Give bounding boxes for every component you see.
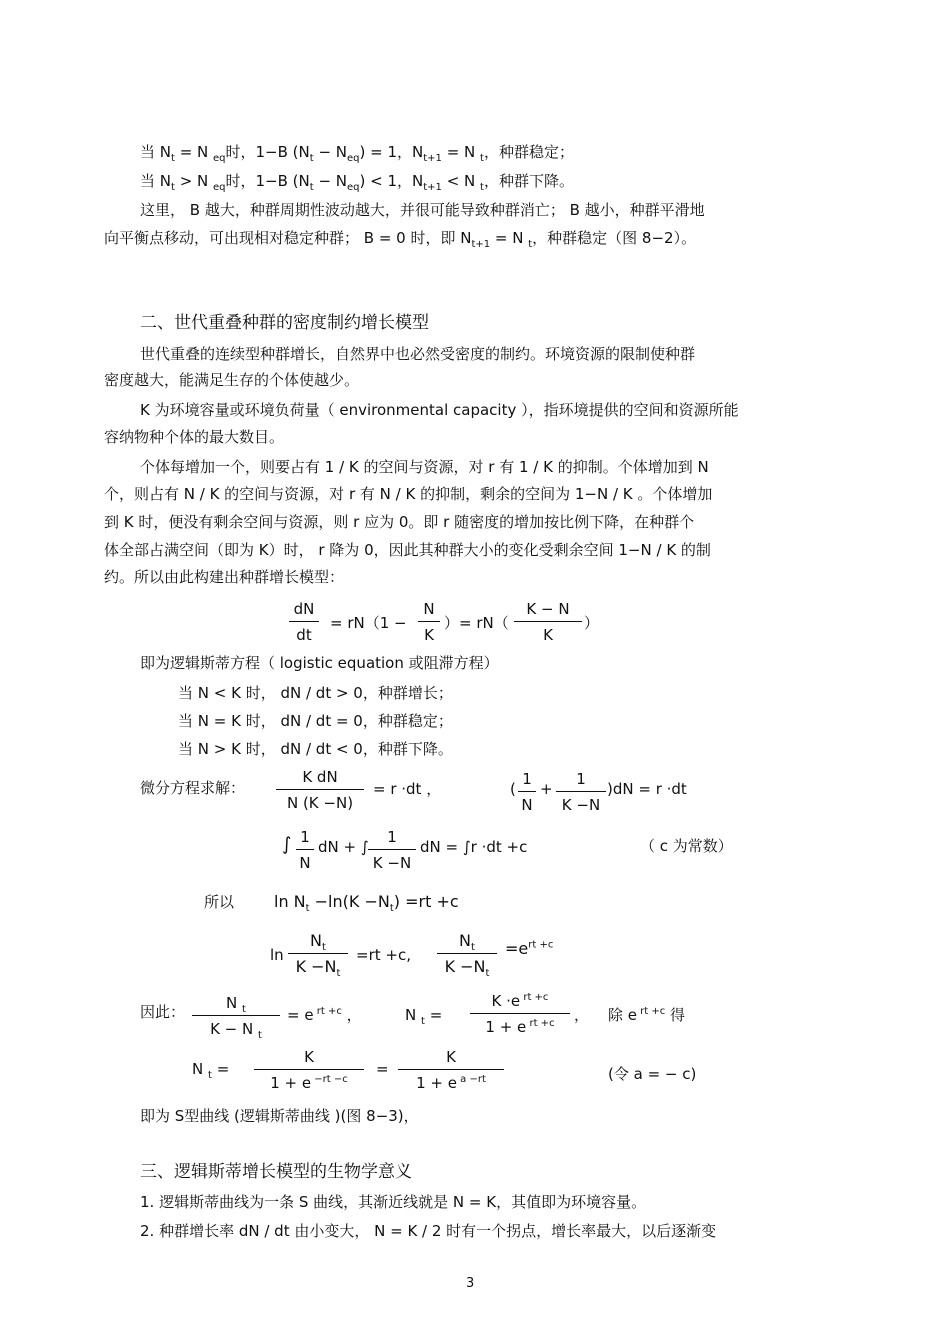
frac-nt-k-minus-nt: $\frac{N_t}{K -N_t}$: [288, 932, 348, 976]
case-growth: 当 N < K 时， dN / dt > 0，种群增长；: [178, 684, 453, 702]
frac-1-n: $\frac{1}{N}$: [518, 770, 536, 814]
paragraph-individual: 个体每增加一个，则要占有 1 / K 的空间与资源，对 r 有 1 / K 的抑制。个体增加到 N: [140, 458, 709, 476]
frac-1-k-minus-n: $\frac{1}{K -N}$: [368, 828, 416, 872]
paragraph-individual-4: 体全部占满空间（即为 K）时， r 降为 0，因此其种群大小的变化受剩余空间 1−N / K 的制: [104, 541, 711, 559]
eq-part: N $_t$ =: [192, 1060, 230, 1081]
paragraph-capacity: K 为环境容量或环境负荷量（ environmental capacity ），指环境提供的空间和资源所能: [140, 401, 739, 419]
eq-part: = r ·dt ，: [373, 780, 442, 798]
eq-part: =: [376, 1060, 389, 1078]
logistic-equation-name: 即为逻辑斯蒂方程（ logistic equation 或阻滞方程）: [140, 654, 499, 672]
eq-part: ）= rN（: [444, 614, 509, 632]
paragraph-b-effect-cont: 向平衡点移动，可出现相对稳定种群； B = 0 时，即 $N_{t+1} = N$ $_t$，种群稳定（图 8−2）。: [104, 229, 697, 250]
case-decline: 当 N > K 时， dN / dt < 0，种群下降。: [178, 740, 453, 758]
eq-part: ，: [574, 1006, 590, 1024]
paragraph-b-effect: 这里， B 越大，种群周期性波动越大，并很可能导致种群消亡； B 越小，种群平滑地: [140, 201, 705, 219]
eq-part: $=e^{rt +c}$: [505, 939, 554, 958]
eq-part: )dN = r ·dt: [607, 780, 687, 798]
frac-k-over-1-e-a: $\frac{K}{1 + e ^{a -rt}}$: [398, 1048, 504, 1092]
eq-part: +: [540, 780, 553, 798]
eq-part: =rt +c,: [356, 946, 411, 964]
s-curve-line: 即为 S型曲线 (逻辑斯蒂曲线 )(图 8−3)，: [140, 1107, 419, 1125]
section-heading-2: 二、世代重叠种群的密度制约增长模型: [140, 313, 429, 333]
eq-part: ）: [584, 614, 600, 632]
so-label: 所以: [204, 893, 235, 911]
frac-1-n: $\frac{1}{N}$: [296, 828, 314, 872]
solution-label: 微分方程求解：: [140, 779, 246, 797]
eq-part: (: [510, 780, 516, 798]
eq-part: ln: [270, 946, 284, 964]
frac-k-dn: $\frac{\text{K dN}}{N (K -N)}$: [276, 768, 364, 812]
frac-1-k-minus-n: $\frac{1}{K -N}$: [556, 770, 606, 814]
constant-note: （ c 为常数）: [640, 837, 733, 855]
paragraph-overlap: 世代重叠的连续型种群增长，自然界中也必然受密度的制约。环境资源的限制使种群: [140, 345, 696, 363]
frac-k-minus-n-k: $\frac{K - N}{K}$: [514, 600, 582, 644]
frac-k-e-over-1-e: $\frac{K \cdot e ^{rt +c}}{1 + e ^{rt +c}}$: [470, 992, 570, 1036]
paragraph-overlap-cont: 密度越大，能满足生存的个体使越少。: [104, 371, 360, 389]
case-stable: 当 N = K 时， dN / dt = 0，种群稳定；: [178, 712, 453, 730]
page-number: 3: [466, 1276, 475, 1291]
eq-part: 除 e $^{rt +c}$ 得: [608, 1006, 686, 1024]
eq-part: dN + ∫: [318, 838, 369, 856]
eq-part: N $_t$ =: [405, 1006, 443, 1027]
equilibrium-decline-line: 当 $N_t > N$ $_{eq}$时，1−B $(N_t - N_{eq}) < 1$，$N_{t+1} < N$ $_t$，种群下降。: [140, 172, 574, 193]
eq-part: dN = ∫r ·dt +c: [420, 838, 528, 856]
therefore-label: 因此：: [140, 1003, 186, 1021]
paragraph-individual-2: 个，则占有 N / K 的空间与资源，对 r 有 N / K 的抑制，剩余的空间为 1−N / K 。个体增加: [104, 485, 713, 503]
frac-dn-dt: $\frac{dN}{dt}$: [289, 600, 319, 644]
eq-part: ∫: [282, 834, 292, 855]
frac-n-k: $\frac{N}{K}$: [418, 600, 440, 644]
frac-nt-k-minus-nt: $\frac{N_t}{K -N_t}$: [437, 932, 497, 976]
equilibrium-stable-line: 当 $N_t = N$ $_{eq}$时，1−B $(N_t - N_{eq}) = 1$，$N_{t+1} = N$ $_t$，种群稳定；: [140, 143, 574, 164]
frac-k-over-1-e: $\frac{K}{1 + e ^{-rt -c}}$: [254, 1048, 364, 1092]
paragraph-individual-3: 到 K 时，便没有剩余空间与资源，则 r 应为 0。即 r 随密度的增加按比例下降，在种群个: [104, 513, 695, 531]
meaning-item-1: 1. 逻辑斯蒂曲线为一条 S 曲线，其渐近线就是 N = K，其值即为环境容量。: [140, 1193, 647, 1211]
log-equation: $\ln N_t -\ln(K -N_t) =rt +c$: [274, 892, 459, 915]
eq-part: = e $^{rt +c}$ ，: [287, 1006, 362, 1024]
eq-part: = rN（1 −: [330, 614, 407, 632]
section-heading-3: 三、逻辑斯蒂增长模型的生物学意义: [140, 1162, 412, 1182]
meaning-item-2: 2. 种群增长率 dN / dt 由小变大， N = K / 2 时有一个拐点，增长率最大，以后逐渐变: [140, 1222, 717, 1240]
let-note: (令 a = − c): [608, 1065, 697, 1083]
frac-nt-k-minus-nt: $\frac{N _t}{K - N _t}$: [192, 994, 280, 1038]
paragraph-individual-5: 约。所以由此构建出种群增长模型：: [104, 568, 345, 586]
paragraph-capacity-cont: 容纳物种个体的最大数目。: [104, 428, 285, 446]
